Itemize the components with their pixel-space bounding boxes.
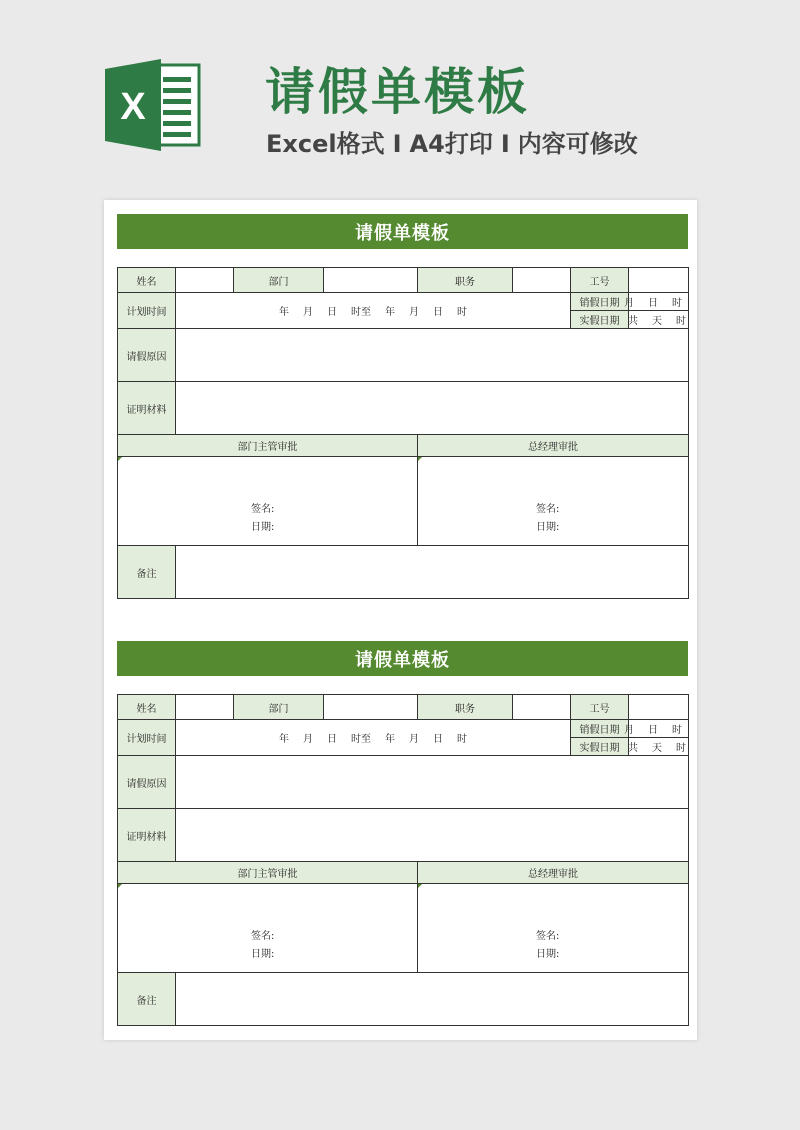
unit-month: 月: [409, 307, 419, 318]
sign-label: 签名:: [536, 931, 560, 942]
date-unit: 共: [628, 743, 638, 754]
emp-no-field[interactable]: [629, 268, 689, 293]
unit-day: 日: [327, 307, 337, 318]
remarks-label: 备注: [118, 546, 176, 599]
name-field[interactable]: [176, 695, 234, 720]
gm-approval-label: 总经理审批: [418, 862, 689, 884]
cell-marker-icon: [118, 457, 122, 461]
plan-time-label: 计划时间: [118, 720, 176, 756]
plan-time-label: 计划时间: [118, 293, 176, 329]
remarks-field[interactable]: [176, 973, 689, 1026]
position-field[interactable]: [513, 695, 571, 720]
leave-form-table: [117, 694, 689, 1026]
name-field[interactable]: [176, 268, 234, 293]
emp-no-label: 工号: [571, 695, 629, 720]
dept-label: 部门: [234, 268, 324, 293]
proof-label: 证明材料: [118, 382, 176, 435]
sign-label: 签名:: [251, 931, 275, 942]
unit-day: 日: [327, 734, 337, 745]
date-unit: 日: [648, 298, 658, 309]
date-unit: 共: [628, 316, 638, 327]
emp-no-label: 工号: [571, 268, 629, 293]
subtitle-format: Excel格式: [266, 130, 385, 158]
date-unit: 时: [676, 316, 686, 327]
subtitle-editable: 内容可修改: [517, 130, 638, 158]
unit-year: 年: [385, 307, 395, 318]
name-label: 姓名: [118, 268, 176, 293]
date-unit: 月: [624, 298, 634, 309]
date-unit: 时: [676, 743, 686, 754]
form-title: 请假单模板: [117, 214, 688, 249]
date-label: 日期:: [536, 522, 560, 533]
actual-date-label: 实假日期: [571, 738, 629, 756]
reason-field[interactable]: [176, 756, 689, 809]
unit-hour: 时: [457, 307, 467, 318]
unit-hour: 时: [457, 734, 467, 745]
page-title: 请假单模板: [265, 63, 530, 121]
excel-logo-icon: [103, 55, 203, 155]
header-banner: [0, 0, 800, 200]
svg-text:X: X: [120, 86, 146, 128]
sign-label: 签名:: [536, 504, 560, 515]
cancel-date-label: 销假日期: [571, 720, 629, 738]
unit-month: 月: [303, 734, 313, 745]
date-label: 日期:: [251, 949, 275, 960]
plan-time-field[interactable]: [176, 720, 571, 756]
dept-approval-area[interactable]: [118, 457, 418, 546]
cancel-date-field[interactable]: [624, 720, 689, 738]
proof-field[interactable]: [176, 809, 689, 862]
unit-day: 日: [433, 734, 443, 745]
date-unit: 时: [672, 298, 682, 309]
unit-year: 年: [279, 307, 289, 318]
unit-month: 月: [409, 734, 419, 745]
reason-label: 请假原因: [118, 329, 176, 382]
dept-field[interactable]: [324, 268, 418, 293]
unit-hour-to: 时至: [351, 734, 371, 745]
actual-date-field[interactable]: [629, 738, 689, 756]
dept-label: 部门: [234, 695, 324, 720]
date-unit: 天: [652, 743, 662, 754]
subtitle-separator: I: [392, 130, 402, 158]
dept-approval-label: 部门主管审批: [118, 435, 418, 457]
remarks-label: 备注: [118, 973, 176, 1026]
dept-approval-label: 部门主管审批: [118, 862, 418, 884]
proof-label: 证明材料: [118, 809, 176, 862]
subtitle-print: A4打印: [409, 130, 493, 158]
proof-field[interactable]: [176, 382, 689, 435]
document-page: [104, 200, 697, 1040]
reason-label: 请假原因: [118, 756, 176, 809]
gm-approval-label: 总经理审批: [418, 435, 689, 457]
dept-field[interactable]: [324, 695, 418, 720]
name-label: 姓名: [118, 695, 176, 720]
cell-marker-icon: [418, 884, 422, 888]
form-title: 请假单模板: [117, 641, 688, 676]
date-unit: 天: [652, 316, 662, 327]
subtitle-separator: I: [500, 130, 510, 158]
position-field[interactable]: [513, 268, 571, 293]
cell-marker-icon: [118, 884, 122, 888]
date-label: 日期:: [251, 522, 275, 533]
plan-time-field[interactable]: [176, 293, 571, 329]
position-label: 职务: [418, 695, 513, 720]
gm-approval-area[interactable]: [418, 884, 689, 973]
cancel-date-field[interactable]: [624, 293, 689, 311]
position-label: 职务: [418, 268, 513, 293]
dept-approval-area[interactable]: [118, 884, 418, 973]
unit-day: 日: [433, 307, 443, 318]
leave-form-table: [117, 267, 689, 599]
cancel-date-label: 销假日期: [571, 293, 629, 311]
unit-hour-to: 时至: [351, 307, 371, 318]
date-label: 日期:: [536, 949, 560, 960]
date-unit: 日: [648, 725, 658, 736]
date-unit: 时: [672, 725, 682, 736]
sign-label: 签名:: [251, 504, 275, 515]
actual-date-field[interactable]: [629, 311, 689, 329]
unit-month: 月: [303, 307, 313, 318]
emp-no-field[interactable]: [629, 695, 689, 720]
unit-year: 年: [279, 734, 289, 745]
gm-approval-area[interactable]: [418, 457, 689, 546]
date-unit: 月: [624, 725, 634, 736]
remarks-field[interactable]: [176, 546, 689, 599]
actual-date-label: 实假日期: [571, 311, 629, 329]
cell-marker-icon: [418, 457, 422, 461]
reason-field[interactable]: [176, 329, 689, 382]
page-subtitle: [266, 124, 638, 159]
unit-year: 年: [385, 734, 395, 745]
